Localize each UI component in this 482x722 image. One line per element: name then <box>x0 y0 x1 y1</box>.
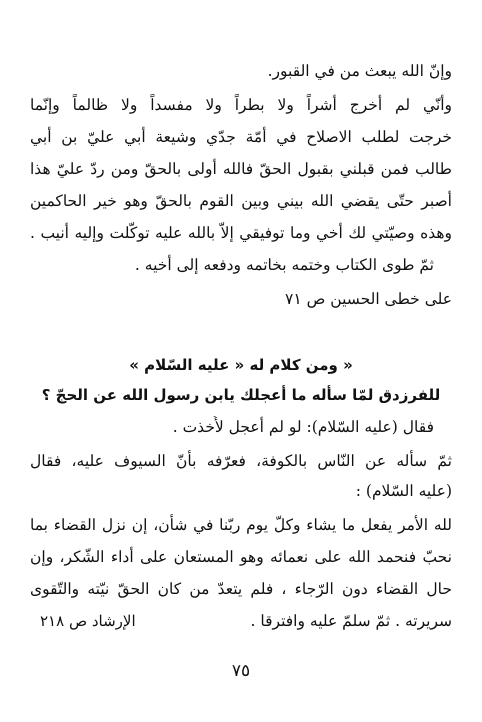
text-line: حال القضاء دون الرّجاء ، فلم يتعدّ من كان الحقّ نيّته والتّقوى <box>30 580 452 598</box>
text-line: فقال (عليه السّلام): لو لم أعجل لأُخذت . <box>172 418 434 436</box>
text-line: خرجت لطلب الاصلاح في أمّة جدّي وشيعة أبي عليّ بن أبي <box>30 128 452 146</box>
text-line: سريرته . ثمّ سلمّ عليه وافترقا . <box>250 612 452 630</box>
text-line: لله الأمر يفعل ما يشاء وكلّ يوم ربّنا في شأن، إن نزل القضاء بما <box>30 516 452 534</box>
text-line: (عليه السّلام) : <box>355 482 452 500</box>
text-line: أصبر حتّى يقضي الله بيني وبين القوم بالحقّ وهو خير الحاكمين <box>30 192 452 210</box>
text-line: ثمّ طوى الكتاب وختمه بخاتمه ودفعه إلى أخيه . <box>134 256 434 274</box>
text-line: وهذه وصيّتي لك أخي وما توفيقي إلاّ بالله عليه توكّلت وإليه أنيب . <box>30 224 452 242</box>
text-line: نحبّ فنحمد الله على نعمائه وهو المستعان على أداء الشّكر، وإن <box>30 548 452 566</box>
section-subheading: للفرزدق لمّا سأله ما أعجلك يابن رسول الله عن الحجّ ؟ <box>41 386 441 404</box>
source-citation: الإرشاد ص ٢١٨ <box>40 612 136 630</box>
text-line: وأنّي لم أخرج أشراً ولا بطراً ولا مفسداً ولا ظالماً وإنّما <box>30 96 452 114</box>
text-line: طالب فمن قبلني بقبول الحقّ فالله أولى بالحقّ ومن ردّ عليّ هذا <box>30 160 452 178</box>
page-number: ٧٥ <box>231 661 251 681</box>
section-heading: « ومن كلام له « عليه السّلام » <box>129 356 353 374</box>
source-citation: على خطى الحسين ص ٧١ <box>285 290 452 308</box>
text-line: ثمّ سأله عن النّاس بالكوفة، فعرّفه بأنّ السيوف عليه، فقال <box>30 452 452 470</box>
text-line: وإنّ الله يبعث من في القبور. <box>267 62 452 80</box>
